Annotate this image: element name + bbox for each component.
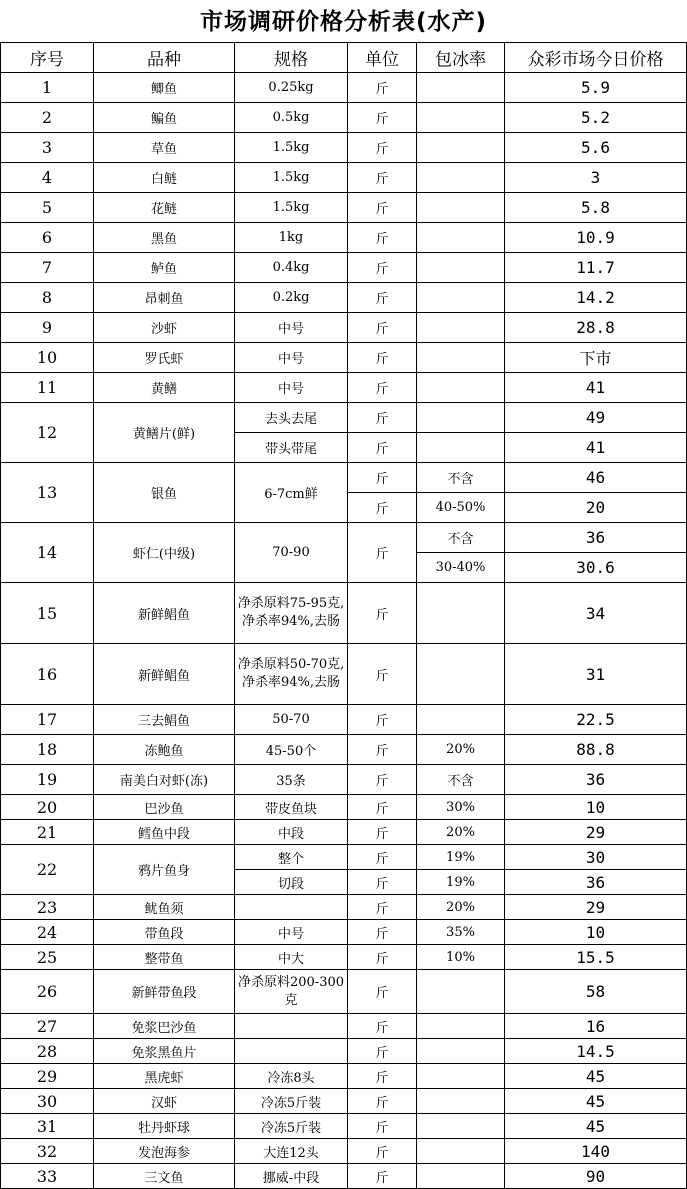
- cell-no: 22: [1, 845, 94, 895]
- cell-no: 10: [1, 343, 94, 373]
- cell-no: 32: [1, 1139, 94, 1164]
- cell-spec: 0.25kg: [235, 73, 348, 103]
- cell-unit: 斤: [348, 313, 417, 343]
- cell-ice-rate: 19%: [417, 870, 505, 895]
- cell-unit: 斤: [348, 1014, 417, 1039]
- table-row: [1, 73, 687, 103]
- cell-no: 1: [1, 73, 94, 103]
- cell-variety: 冻鲍鱼: [94, 735, 235, 765]
- cell-ice-rate: [417, 1064, 505, 1089]
- cell-unit: 斤: [348, 735, 417, 765]
- cell-variety: 鸦片鱼身: [94, 845, 235, 895]
- table-row: [1, 1014, 687, 1039]
- cell-no: 13: [1, 463, 94, 523]
- cell-ice-rate: [417, 103, 505, 133]
- cell-variety: 黄鳝片(鲜): [94, 403, 235, 463]
- cell-spec: 带头带尾: [235, 433, 348, 463]
- cell-spec: 切段: [235, 870, 348, 895]
- cell-no: 5: [1, 193, 94, 223]
- cell-variety: 南美白对虾(冻): [94, 765, 235, 795]
- cell-no: 23: [1, 895, 94, 920]
- cell-variety: 新鲜鲳鱼: [94, 644, 235, 705]
- cell-variety: 新鲜带鱼段: [94, 970, 235, 1014]
- cell-variety: 三文鱼: [94, 1164, 235, 1189]
- price-table: [0, 42, 687, 1189]
- cell-variety: 汉虾: [94, 1089, 235, 1114]
- cell-ice-rate: [417, 644, 505, 705]
- cell-price: 45: [505, 1114, 687, 1139]
- table-row: [1, 583, 687, 644]
- cell-ice-rate: [417, 133, 505, 163]
- cell-spec: 中号: [235, 920, 348, 945]
- cell-spec: 冷冻5斤装: [235, 1089, 348, 1114]
- cell-spec: 1kg: [235, 223, 348, 253]
- cell-no: 9: [1, 313, 94, 343]
- cell-price: 41: [505, 373, 687, 403]
- cell-price: 36: [505, 870, 687, 895]
- cell-unit: 斤: [348, 970, 417, 1014]
- cell-ice-rate: [417, 253, 505, 283]
- cell-spec: 冷冻5斤装: [235, 1114, 348, 1139]
- cell-variety: 黄鳝: [94, 373, 235, 403]
- cell-ice-rate: [417, 1039, 505, 1064]
- table-row: [1, 644, 687, 705]
- cell-ice-rate: 30-40%: [417, 553, 505, 583]
- cell-ice-rate: 20%: [417, 735, 505, 765]
- cell-ice-rate: [417, 1139, 505, 1164]
- cell-unit: 斤: [348, 895, 417, 920]
- cell-variety: 新鲜鲳鱼: [94, 583, 235, 644]
- table-row: [1, 523, 687, 553]
- cell-no: 20: [1, 795, 94, 820]
- cell-price: 30: [505, 845, 687, 870]
- cell-price: 22.5: [505, 705, 687, 735]
- cell-unit: 斤: [348, 1164, 417, 1189]
- table-row: [1, 163, 687, 193]
- cell-variety: 鱿鱼须: [94, 895, 235, 920]
- cell-spec: [235, 1039, 348, 1064]
- cell-unit: 斤: [348, 403, 417, 433]
- cell-no: 21: [1, 820, 94, 845]
- cell-price: 45: [505, 1064, 687, 1089]
- cell-spec: 0.4kg: [235, 253, 348, 283]
- cell-unit: 斤: [348, 765, 417, 795]
- cell-ice-rate: 不含: [417, 765, 505, 795]
- cell-ice-rate: [417, 223, 505, 253]
- cell-no: 6: [1, 223, 94, 253]
- cell-ice-rate: 不含: [417, 523, 505, 553]
- cell-variety: 白鲢: [94, 163, 235, 193]
- header-spec: 规格: [235, 43, 348, 73]
- cell-unit: 斤: [348, 193, 417, 223]
- table-row: [1, 403, 687, 433]
- cell-spec: 0.5kg: [235, 103, 348, 133]
- cell-no: 30: [1, 1089, 94, 1114]
- cell-variety: 免浆黑鱼片: [94, 1039, 235, 1064]
- cell-no: 17: [1, 705, 94, 735]
- cell-price: 28.8: [505, 313, 687, 343]
- cell-spec: 1.5kg: [235, 133, 348, 163]
- table-row: [1, 820, 687, 845]
- cell-no: 11: [1, 373, 94, 403]
- table-row: [1, 795, 687, 820]
- cell-unit: 斤: [348, 795, 417, 820]
- cell-unit: 斤: [348, 920, 417, 945]
- cell-variety: 银鱼: [94, 463, 235, 523]
- cell-variety: 虾仁(中级): [94, 523, 235, 583]
- cell-ice-rate: 20%: [417, 895, 505, 920]
- cell-price: 36: [505, 523, 687, 553]
- cell-spec: 整个: [235, 845, 348, 870]
- table-row: [1, 313, 687, 343]
- cell-no: 33: [1, 1164, 94, 1189]
- table-row: [1, 735, 687, 765]
- cell-unit: 斤: [348, 253, 417, 283]
- cell-spec: 6-7cm鲜: [235, 463, 348, 523]
- cell-no: 16: [1, 644, 94, 705]
- cell-spec: 中号: [235, 373, 348, 403]
- cell-unit: 斤: [348, 103, 417, 133]
- cell-price: 45: [505, 1089, 687, 1114]
- cell-spec: 70-90: [235, 523, 348, 583]
- cell-ice-rate: [417, 313, 505, 343]
- cell-price: 29: [505, 895, 687, 920]
- cell-unit: 斤: [348, 644, 417, 705]
- cell-no: 24: [1, 920, 94, 945]
- cell-ice-rate: 10%: [417, 945, 505, 970]
- cell-unit: 斤: [348, 523, 417, 583]
- cell-no: 4: [1, 163, 94, 193]
- header-no: 序号: [1, 43, 94, 73]
- table-row: [1, 133, 687, 163]
- cell-variety: 发泡海参: [94, 1139, 235, 1164]
- cell-ice-rate: [417, 1014, 505, 1039]
- cell-price: 30.6: [505, 553, 687, 583]
- header-ice-rate: 包冰率: [417, 43, 505, 73]
- table-row: [1, 765, 687, 795]
- cell-spec: 带皮鱼块: [235, 795, 348, 820]
- cell-variety: 昂刺鱼: [94, 283, 235, 313]
- cell-ice-rate: [417, 283, 505, 313]
- cell-ice-rate: [417, 73, 505, 103]
- cell-no: 14: [1, 523, 94, 583]
- header-row: [1, 43, 687, 73]
- cell-ice-rate: [417, 970, 505, 1014]
- cell-no: 18: [1, 735, 94, 765]
- cell-price: 5.6: [505, 133, 687, 163]
- table-row: [1, 193, 687, 223]
- cell-price: 46: [505, 463, 687, 493]
- table-row: [1, 253, 687, 283]
- cell-ice-rate: 20%: [417, 820, 505, 845]
- cell-spec: 1.5kg: [235, 193, 348, 223]
- cell-price: 90: [505, 1164, 687, 1189]
- cell-price: 14.5: [505, 1039, 687, 1064]
- cell-unit: 斤: [348, 870, 417, 895]
- cell-ice-rate: [417, 163, 505, 193]
- cell-variety: 鲈鱼: [94, 253, 235, 283]
- cell-variety: 花鲢: [94, 193, 235, 223]
- cell-no: 7: [1, 253, 94, 283]
- cell-price: 140: [505, 1139, 687, 1164]
- cell-variety: 罗氏虾: [94, 343, 235, 373]
- cell-price: 16: [505, 1014, 687, 1039]
- cell-price: 31: [505, 644, 687, 705]
- table-row: [1, 343, 687, 373]
- cell-ice-rate: 不含: [417, 463, 505, 493]
- cell-unit: 斤: [348, 1114, 417, 1139]
- cell-spec: [235, 895, 348, 920]
- cell-unit: 斤: [348, 705, 417, 735]
- cell-unit: 斤: [348, 223, 417, 253]
- cell-price: 29: [505, 820, 687, 845]
- cell-spec: 净杀原料75-95克,净杀率94%,去肠: [235, 583, 348, 644]
- cell-no: 26: [1, 970, 94, 1014]
- cell-no: 15: [1, 583, 94, 644]
- table-row: [1, 1164, 687, 1189]
- cell-variety: 鳕鱼中段: [94, 820, 235, 845]
- cell-no: 25: [1, 945, 94, 970]
- cell-spec: 冷冻8头: [235, 1064, 348, 1089]
- cell-unit: 斤: [348, 433, 417, 463]
- cell-spec: 45-50个: [235, 735, 348, 765]
- cell-spec: 去头去尾: [235, 403, 348, 433]
- cell-price: 49: [505, 403, 687, 433]
- cell-variety: 黑鱼: [94, 223, 235, 253]
- cell-unit: 斤: [348, 583, 417, 644]
- cell-ice-rate: [417, 583, 505, 644]
- table-row: [1, 1064, 687, 1089]
- cell-no: 8: [1, 283, 94, 313]
- cell-no: 12: [1, 403, 94, 463]
- cell-ice-rate: 40-50%: [417, 493, 505, 523]
- cell-spec: 大连12头: [235, 1139, 348, 1164]
- cell-variety: 牡丹虾球: [94, 1114, 235, 1139]
- cell-variety: 带鱼段: [94, 920, 235, 945]
- table-row: [1, 920, 687, 945]
- cell-variety: 巴沙鱼: [94, 795, 235, 820]
- cell-unit: 斤: [348, 493, 417, 523]
- cell-ice-rate: [417, 1164, 505, 1189]
- cell-spec: 中大: [235, 945, 348, 970]
- cell-spec: 35条: [235, 765, 348, 795]
- cell-no: 28: [1, 1039, 94, 1064]
- sheet-title: 市场调研价格分析表(水产): [199, 9, 488, 35]
- cell-price: 58: [505, 970, 687, 1014]
- cell-unit: 斤: [348, 945, 417, 970]
- cell-price: 5.9: [505, 73, 687, 103]
- cell-ice-rate: [417, 705, 505, 735]
- cell-ice-rate: [417, 403, 505, 433]
- cell-price: 10: [505, 795, 687, 820]
- cell-price: 5.2: [505, 103, 687, 133]
- cell-variety: 沙虾: [94, 313, 235, 343]
- cell-spec: 中段: [235, 820, 348, 845]
- cell-price: 5.8: [505, 193, 687, 223]
- cell-spec: 挪威-中段: [235, 1164, 348, 1189]
- cell-no: 2: [1, 103, 94, 133]
- cell-variety: 三去鲳鱼: [94, 705, 235, 735]
- header-variety: 品种: [94, 43, 235, 73]
- cell-spec: 50-70: [235, 705, 348, 735]
- cell-ice-rate: [417, 1114, 505, 1139]
- cell-price: 36: [505, 765, 687, 795]
- cell-variety: 鳊鱼: [94, 103, 235, 133]
- cell-unit: 斤: [348, 1064, 417, 1089]
- table-row: [1, 845, 687, 870]
- table-row: [1, 283, 687, 313]
- table-row: [1, 1089, 687, 1114]
- cell-spec: [235, 1014, 348, 1039]
- cell-price: 下市: [505, 343, 687, 373]
- cell-spec: 中号: [235, 343, 348, 373]
- cell-price: 41: [505, 433, 687, 463]
- cell-spec: 0.2kg: [235, 283, 348, 313]
- cell-no: 3: [1, 133, 94, 163]
- header-price: 众彩市场今日价格: [505, 43, 687, 73]
- cell-price: 34: [505, 583, 687, 644]
- cell-ice-rate: [417, 1089, 505, 1114]
- cell-unit: 斤: [348, 463, 417, 493]
- cell-unit: 斤: [348, 373, 417, 403]
- cell-unit: 斤: [348, 73, 417, 103]
- cell-no: 29: [1, 1064, 94, 1089]
- table-row: [1, 895, 687, 920]
- cell-unit: 斤: [348, 283, 417, 313]
- cell-spec: 中号: [235, 313, 348, 343]
- cell-unit: 斤: [348, 343, 417, 373]
- cell-ice-rate: [417, 433, 505, 463]
- cell-ice-rate: [417, 373, 505, 403]
- cell-variety: 免浆巴沙鱼: [94, 1014, 235, 1039]
- cell-price: 20: [505, 493, 687, 523]
- table-row: [1, 463, 687, 493]
- cell-unit: 斤: [348, 1139, 417, 1164]
- cell-unit: 斤: [348, 1089, 417, 1114]
- cell-ice-rate: 19%: [417, 845, 505, 870]
- cell-price: 11.7: [505, 253, 687, 283]
- table-row: [1, 1039, 687, 1064]
- cell-variety: 黑虎虾: [94, 1064, 235, 1089]
- cell-price: 3: [505, 163, 687, 193]
- cell-unit: 斤: [348, 845, 417, 870]
- table-row: [1, 705, 687, 735]
- table-row: [1, 1139, 687, 1164]
- table-row: [1, 373, 687, 403]
- cell-ice-rate: [417, 193, 505, 223]
- table-row: [1, 1114, 687, 1139]
- cell-price: 10: [505, 920, 687, 945]
- cell-unit: 斤: [348, 1039, 417, 1064]
- cell-spec: 净杀原料50-70克,净杀率94%,去肠: [235, 644, 348, 705]
- cell-unit: 斤: [348, 133, 417, 163]
- cell-unit: 斤: [348, 820, 417, 845]
- cell-no: 27: [1, 1014, 94, 1039]
- cell-variety: 鲫鱼: [94, 73, 235, 103]
- cell-spec: 净杀原料200-300克: [235, 970, 348, 1014]
- table-row: [1, 103, 687, 133]
- table-row: [1, 970, 687, 1014]
- table-row: [1, 223, 687, 253]
- header-unit: 单位: [348, 43, 417, 73]
- cell-price: 15.5: [505, 945, 687, 970]
- cell-price: 10.9: [505, 223, 687, 253]
- cell-variety: 草鱼: [94, 133, 235, 163]
- cell-no: 19: [1, 765, 94, 795]
- cell-variety: 整带鱼: [94, 945, 235, 970]
- cell-unit: 斤: [348, 163, 417, 193]
- table-body: [1, 73, 687, 1189]
- cell-spec: 1.5kg: [235, 163, 348, 193]
- cell-price: 14.2: [505, 283, 687, 313]
- cell-ice-rate: 35%: [417, 920, 505, 945]
- table-row: [1, 945, 687, 970]
- cell-ice-rate: 30%: [417, 795, 505, 820]
- cell-ice-rate: [417, 343, 505, 373]
- cell-price: 88.8: [505, 735, 687, 765]
- cell-no: 31: [1, 1114, 94, 1139]
